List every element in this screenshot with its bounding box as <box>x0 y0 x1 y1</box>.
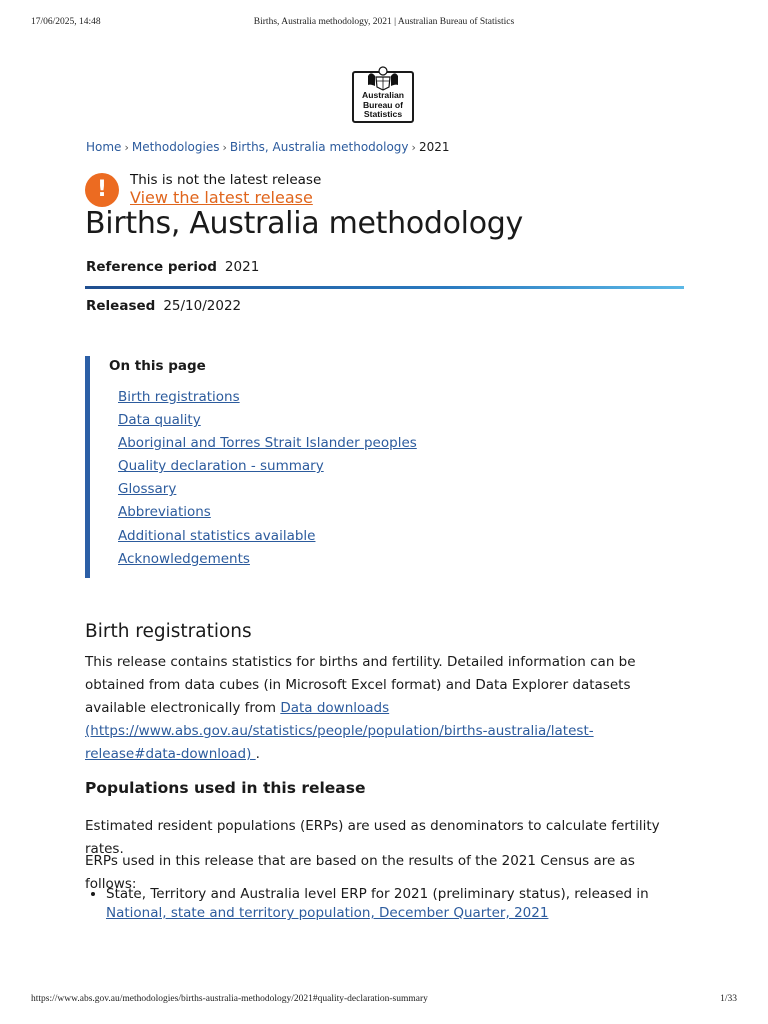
breadcrumb-current: 2021 <box>418 140 450 154</box>
paragraph-erp-list-intro: ERPs used in this release that are based on the results of the 2021 Census are as follows: <box>85 853 635 892</box>
view-latest-release-link[interactable]: View the latest release <box>130 188 313 207</box>
list-item <box>118 389 417 412</box>
paragraph-intro <box>85 651 685 766</box>
chevron-right-icon: › <box>411 141 416 154</box>
list-item <box>118 481 417 504</box>
released-label: Released <box>86 298 156 314</box>
breadcrumb <box>86 140 449 154</box>
toc-link-abbreviations[interactable]: Abbreviations <box>118 504 211 521</box>
divider <box>85 286 684 289</box>
print-page-number: 1/33 <box>720 994 737 1004</box>
toc-link-additional-statistics[interactable]: Additional statistics available <box>118 527 316 544</box>
breadcrumb-births-methodology[interactable]: Births, Australia methodology <box>229 140 409 154</box>
exclamation-icon: ! <box>85 173 119 207</box>
released-date <box>86 298 241 314</box>
chevron-right-icon: › <box>124 141 129 154</box>
reference-period-label: Reference period <box>86 259 217 275</box>
list-item <box>118 435 417 458</box>
toc-link-quality-declaration[interactable]: Quality declaration - summary <box>118 458 324 475</box>
list-item <box>118 412 417 435</box>
erp-list <box>85 885 706 923</box>
list-item <box>118 551 417 574</box>
toc-list <box>118 389 417 574</box>
toc-link-aboriginal-torres-strait[interactable]: Aboriginal and Torres Strait Islander peoples <box>118 435 417 452</box>
toc-link-data-quality[interactable]: Data quality <box>118 412 201 429</box>
list-item <box>118 504 417 527</box>
paragraph-intro-end: . <box>255 746 260 762</box>
on-this-page-nav <box>85 356 490 578</box>
data-downloads-link[interactable]: Data downloads (https://www.abs.gov.au/statistics/people/population/births-australia/latest-release#data-download) <box>85 700 594 762</box>
bullet-text: State, Territory and Australia level ERP for 2021 (preliminary status), released in <box>106 886 649 902</box>
toc-link-glossary[interactable]: Glossary <box>118 481 177 498</box>
toc-title: On this page <box>109 358 206 374</box>
chevron-right-icon: › <box>222 141 227 154</box>
section-title-birth-registrations: Birth registrations <box>85 621 252 642</box>
alert-message: This is not the latest release <box>130 172 322 188</box>
print-doc-title: Births, Australia methodology, 2021 | Australian Bureau of Statistics <box>253 17 515 27</box>
subsection-title-populations: Populations used in this release <box>85 779 366 797</box>
toc-link-acknowledgements[interactable]: Acknowledgements <box>118 550 250 567</box>
list-item <box>106 885 706 923</box>
list-item <box>118 458 417 481</box>
breadcrumb-home[interactable]: Home <box>86 140 122 154</box>
reference-period <box>86 259 259 275</box>
reference-period-value: 2021 <box>224 259 260 275</box>
abs-logo[interactable] <box>352 71 414 123</box>
list-item <box>118 528 417 551</box>
logo-text: Australian Bureau of Statistics <box>361 90 405 120</box>
print-datetime: 17/06/2025, 14:48 <box>31 17 101 27</box>
paragraph-erp: Estimated resident populations (ERPs) are used as denominators to calculate fertility rates. <box>85 818 660 857</box>
print-url: https://www.abs.gov.au/methodologies/births-australia-methodology/2021#quality-declaration-summary <box>31 994 428 1004</box>
page-title: Births, Australia methodology <box>85 206 523 241</box>
toc-link-birth-registrations[interactable]: Birth registrations <box>118 389 240 405</box>
breadcrumb-methodologies[interactable]: Methodologies <box>131 140 220 154</box>
released-value: 25/10/2022 <box>163 298 242 314</box>
national-population-link[interactable]: National, state and territory population, December Quarter, 2021 <box>106 905 549 921</box>
paragraph-intro-text: This release contains statistics for births and fertility. Detailed information can be obtained from data cubes (in Microsoft Excel format) and Data Explorer datasets available electronically from <box>85 654 636 716</box>
